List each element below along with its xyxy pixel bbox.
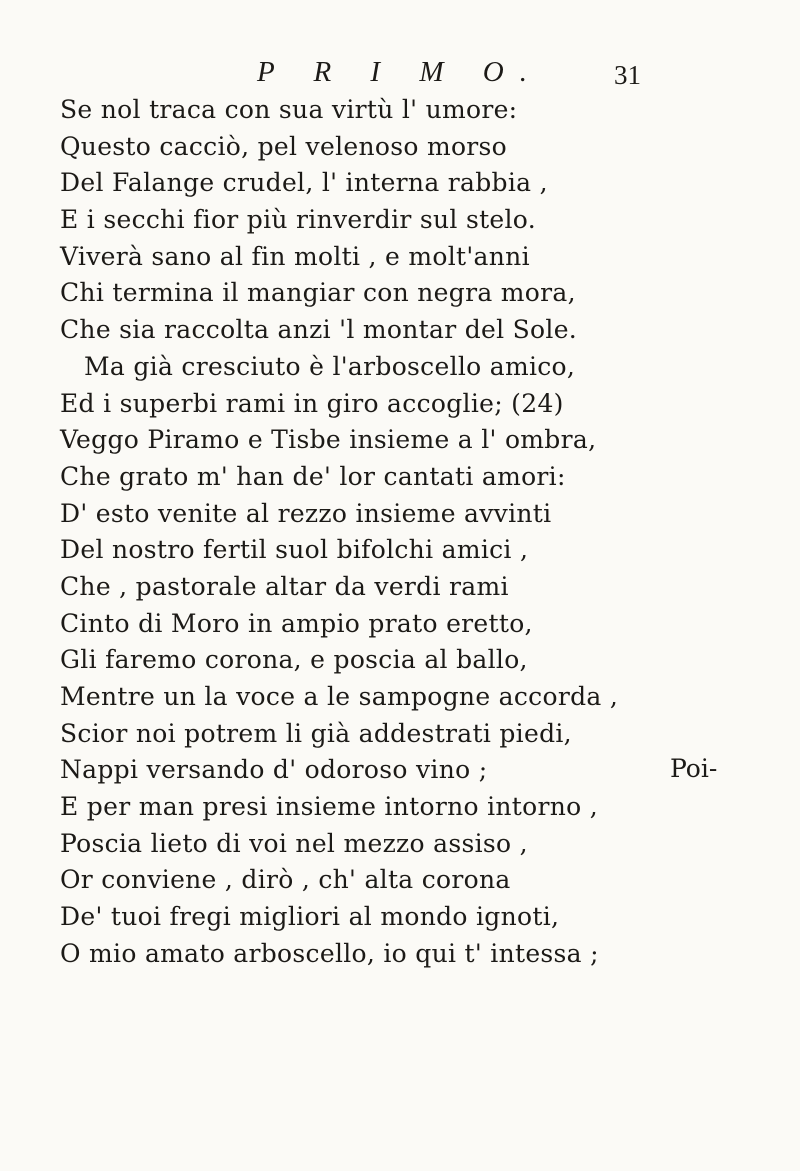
catchword: Poi-	[670, 754, 718, 783]
verse-line: Veggo Piramo e Tisbe insieme a l' ombra,	[60, 425, 597, 455]
verse-line: Cinto di Moro in ampio prato eretto,	[60, 608, 533, 638]
verse-line: De' tuoi fregi migliori al mondo ignoti,	[60, 902, 560, 932]
verse-line: E per man presi insieme intorno intorno ,	[60, 792, 598, 822]
verse-line: Che , pastorale altar da verdi rami	[60, 571, 509, 601]
page-number: 31	[614, 60, 641, 90]
verse-line: Mentre un la voce a le sampogne accorda ,	[60, 682, 619, 711]
verse-line: Ed i superbi rami in giro accoglie; (24)	[60, 388, 564, 418]
verse-line: O mio amato arboscello, io qui t' intessa ;	[60, 938, 599, 968]
verse-line: Chi termina il mangiar con negra mora,	[60, 278, 576, 308]
verse-line: Se nol traca con sua virtù l' umore:	[60, 95, 518, 124]
verse-line: Che grato m' han de' lor cantati amori:	[60, 461, 566, 491]
verse-line: E i secchi fior più rinverdir sul stelo.	[60, 205, 536, 235]
running-head: P R I M O.	[257, 56, 543, 88]
verse-line: Viverà sano al fin molti , e molt'anni	[60, 241, 530, 271]
poem-body	[60, 92, 760, 973]
verse-line: Del Falange crudel, l' interna rabbia ,	[60, 168, 548, 198]
verse-line: Scior noi potrem li già addestrati piedi,	[60, 718, 572, 748]
verse-line: D' esto venite al rezzo insieme avvinti	[60, 498, 552, 528]
verse-line: Del nostro fertil suol bifolchi amici ,	[60, 535, 529, 565]
verse-line: Che sia raccolta anzi 'l montar del Sole.	[60, 315, 578, 345]
verse-line: Questo cacciò, pel velenoso morso	[60, 131, 508, 161]
verse-line: Or conviene , dirò , ch' alta corona	[60, 865, 511, 895]
verse-line: Ma già cresciuto è l'arboscello amico,	[84, 351, 576, 381]
verse-line: Poscia lieto di voi nel mezzo assiso ,	[60, 828, 528, 858]
verse-line: Gli faremo corona, e poscia al ballo,	[60, 645, 528, 675]
verse-line: Nappi versando d' odoroso vino ;	[60, 755, 488, 785]
